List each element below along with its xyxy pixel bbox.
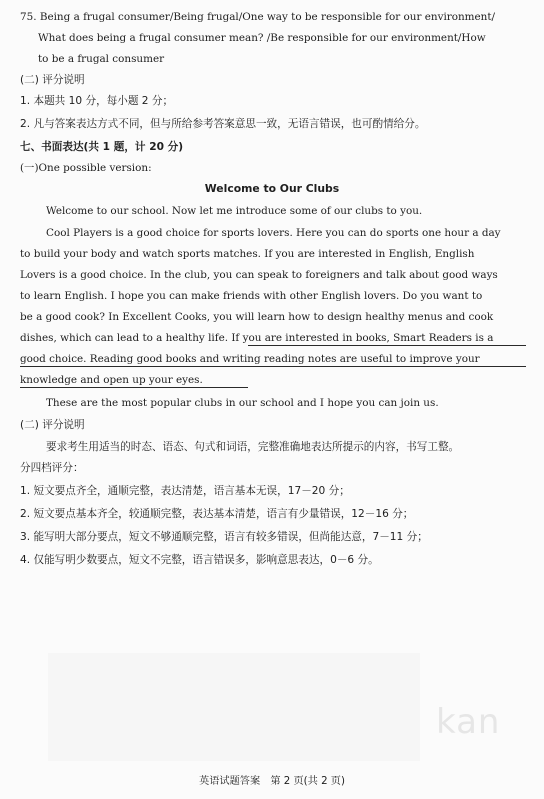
underline-rule [20,387,248,388]
answer-75-line-3: to be a frugal consumer [38,53,165,65]
essay-line: to learn English. I hope you can make friends with other English lovers. Do you want to [20,290,483,302]
essay-line: be a good cook? In Excellent Cooks, you will learn how to design healthy menus and cook [20,311,494,323]
essay-line: Cool Players is a good choice for sports lovers. Here you can do sports one hour a day [46,227,501,239]
answer-75-line-2: What does being a frugal consumer mean? /Be responsible for our environment/How [38,32,486,44]
essay-line: dishes, which can lead to a healthy life. If you are interested in books, Smart Readers is a [20,332,494,344]
answer-75-line-1: 75. Being a frugal consumer/Being frugal/One way to be responsible for our environment/ [20,11,496,23]
blank-area [48,653,420,761]
page-footer: 英语试题答案 第 2 页(共 2 页) [199,776,345,787]
scoring-rule-2: 2. 凡与答案表达方式不同，但与所给参考答案意思一致，无语言错误，也可酌情给分。 [20,118,426,130]
scoring-heading-2: (二) 评分说明 [20,419,85,431]
underline-rule [248,345,526,346]
scoring-tier-4: 4. 仅能写明少数要点，短文不完整，语言错误多，影响意思表达，0－6 分。 [20,554,379,566]
essay-line: knowledge and open up your eyes. [20,374,203,386]
scoring-requirement: 要求考生用适当的时态、语态、句式和词语，完整准确地表达所提示的内容，书写工整。 [46,441,460,453]
version-label: (一)One possible version: [20,162,152,174]
essay-line: to build your body and watch sports matches. If you are interested in English, English [20,248,475,260]
essay-paragraph-1: Welcome to our school. Now let me introduce some of our clubs to you. [46,205,423,217]
section-heading: 七、书面表达(共 1 题，计 20 分) [20,141,184,153]
watermark: kan [436,702,501,742]
scoring-rule-1: 1. 本题共 10 分，每小题 2 分； [20,95,174,107]
underline-rule [20,366,526,367]
scoring-tier-2: 2. 短文要点基本齐全，较通顺完整，表达基本清楚，语言有少量错误，12－16 分； [20,508,414,520]
scoring-heading: (二) 评分说明 [20,74,85,86]
essay-closing: These are the most popular clubs in our school and I hope you can join us. [46,397,439,409]
essay-line: good choice. Reading good books and writing reading notes are useful to improve your [20,353,480,365]
essay-title: Welcome to Our Clubs [204,182,340,195]
essay-line: Lovers is a good choice. In the club, you can speak to foreigners and talk about good ways [20,269,498,281]
scoring-tier-3: 3. 能写明大部分要点，短文不够通顺完整，语言有较多错误，但尚能达意，7－11 分； [20,531,428,543]
scoring-tier-1: 1. 短文要点齐全，通顺完整，表达清楚，语言基本无误，17－20 分； [20,485,350,497]
scoring-tiers-label: 分四档评分： [20,462,84,474]
